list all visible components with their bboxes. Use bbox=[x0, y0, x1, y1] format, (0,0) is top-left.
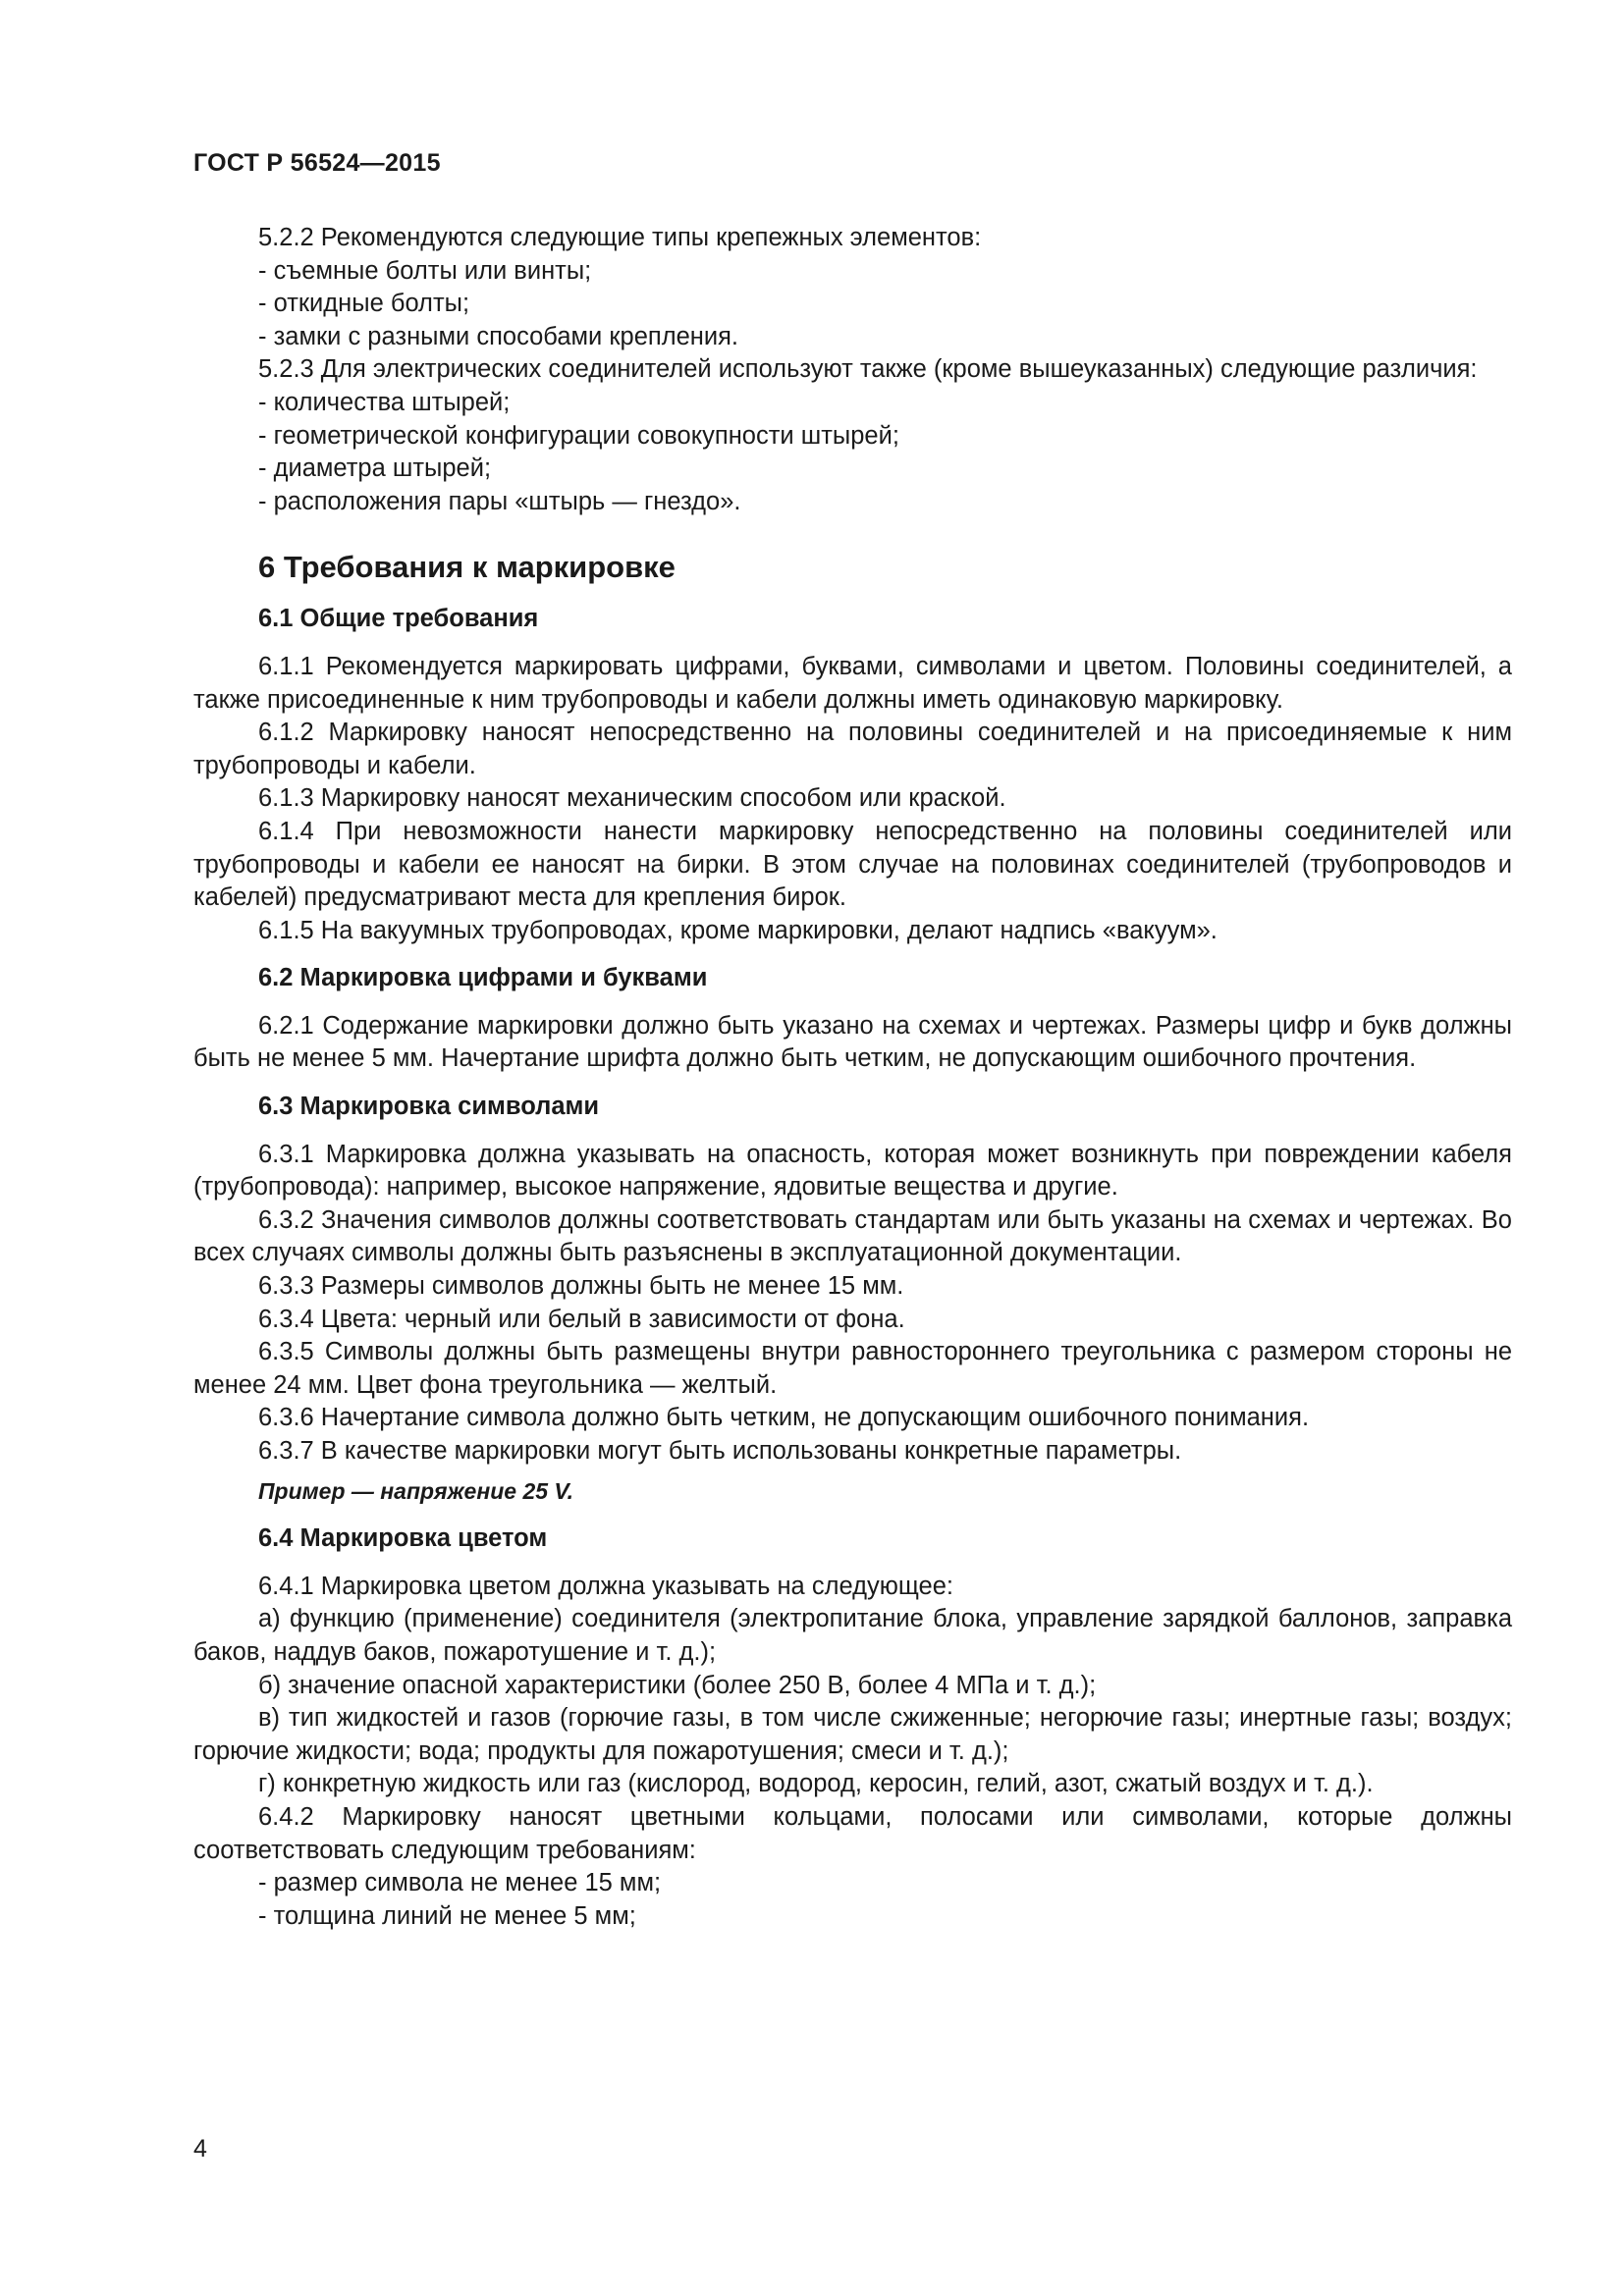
paragraph-6-1-5: 6.1.5 На вакуумных трубопроводах, кроме маркировки, делают надпись «вакуум». bbox=[258, 916, 1218, 944]
paragraph-6-4-2: 6.4.2 Маркировку наносят цветными кольцами, полосами или символами, которые должны соответствовать следующим требованиям: bbox=[193, 1802, 1512, 1864]
list-item: - откидные болты; bbox=[258, 290, 470, 318]
paragraph-6-3-4: 6.3.4 Цвета: черный или белый в зависимости от фона. bbox=[258, 1305, 905, 1333]
paragraph-6-3-2: 6.3.2 Значения символов должны соответствовать стандартам или быть указаны на схемах и чертежах. Во всех случаях символы должны быть разъяснены в эксплуатационной документации. bbox=[193, 1205, 1512, 1267]
paragraph-6-3-5: 6.3.5 Символы должны быть размещены внутри равностороннего треугольника с размером стороны не менее 24 мм. Цвет фона треугольника — желтый. bbox=[193, 1338, 1512, 1399]
example-note: Пример — напряжение 25 V. bbox=[258, 1477, 574, 1504]
paragraph-5-2-2: 5.2.2 Рекомендуются следующие типы крепежных элементов: bbox=[258, 224, 982, 251]
paragraph-6-4-1-b: б) значение опасной характеристики (более 250 В, более 4 МПа и т. д.); bbox=[258, 1671, 1097, 1699]
paragraph-6-3-3: 6.3.3 Размеры символов должны быть не менее 15 мм. bbox=[258, 1272, 904, 1301]
list-item: - размер символа не менее 15 мм; bbox=[258, 1869, 662, 1897]
paragraph-6-3-1: 6.3.1 Маркировка должна указывать на опасность, которая может возникнуть при повреждении кабеля (трубопровода): например, высокое напряжение, ядовитые вещества и другие. bbox=[193, 1140, 1512, 1201]
document-header: ГОСТ Р 56524—2015 bbox=[193, 149, 441, 177]
paragraph-6-3-7: 6.3.7 В качестве маркировки могут быть использованы конкретные параметры. bbox=[258, 1437, 1182, 1465]
list-item: - толщина линий не менее 5 мм; bbox=[258, 1901, 636, 1930]
paragraph-6-4-1-g: г) конкретную жидкость или газ (кислород, водород, керосин, гелий, азот, сжатый воздух и т. д.). bbox=[258, 1770, 1374, 1798]
paragraph-6-4-1: 6.4.1 Маркировка цветом должна указывать на следующее: bbox=[258, 1572, 953, 1600]
subsection-6-3-heading: 6.3 Маркировка символами bbox=[258, 1093, 600, 1121]
paragraph-6-2-1: 6.2.1 Содержание маркировки должно быть указано на схемах и чертежах. Размеры цифр и букв должны быть не менее 5 мм. Начертание шрифта должно быть четким, не допускающим ошибочного прочтения. bbox=[193, 1011, 1512, 1073]
paragraph-6-3-6: 6.3.6 Начертание символа должно быть четким, не допускающим ошибочного понимания. bbox=[258, 1404, 1310, 1432]
list-item: - съемные болты или винты; bbox=[258, 256, 592, 285]
list-item: - расположения пары «штырь — гнездо». bbox=[258, 487, 741, 515]
page-number: 4 bbox=[193, 2135, 207, 2163]
paragraph-5-2-3: 5.2.3 Для электрических соединителей используют также (кроме вышеуказанных) следующие различия: bbox=[258, 355, 1478, 384]
paragraph-6-4-1-v: в) тип жидкостей и газов (горючие газы, в том числе сжиженные; негорючие газы; инертные газы; воздух; горючие жидкости; вода; продукты для пожаротушения; смеси и т. д.); bbox=[193, 1704, 1512, 1765]
paragraph-6-1-4: 6.1.4 При невозможности нанести маркировку непосредственно на половины соединителей или трубопроводы и кабели ее наносят на бирки. В этом случае на половинах соединителей (трубопроводов и кабелей) предусматривают места для крепления бирок. bbox=[193, 817, 1512, 912]
list-item: - количества штырей; bbox=[258, 388, 511, 416]
subsection-6-4-heading: 6.4 Маркировка цветом bbox=[258, 1524, 548, 1553]
subsection-6-1-heading: 6.1 Общие требования bbox=[258, 605, 539, 633]
document-body bbox=[193, 222, 1512, 1933]
section-6-heading: 6 Требования к маркировке bbox=[258, 550, 676, 585]
paragraph-6-1-1: 6.1.1 Рекомендуется маркировать цифрами, буквами, символами и цветом. Половины соединителей, а также присоединенные к ним трубопроводы и кабели должны иметь одинаковую маркировку. bbox=[193, 652, 1512, 714]
paragraph-6-1-3: 6.1.3 Маркировку наносят механическим способом или краской. bbox=[258, 784, 1006, 813]
paragraph-6-1-2: 6.1.2 Маркировку наносят непосредственно на половины соединителей и на присоединяемые к ним трубопроводы и кабели. bbox=[193, 719, 1512, 779]
list-item: - замки с разными способами крепления. bbox=[258, 322, 738, 350]
subsection-6-2-heading: 6.2 Маркировка цифрами и буквами bbox=[258, 964, 708, 992]
list-item: - геометрической конфигурации совокупности штырей; bbox=[258, 421, 899, 450]
list-item: - диаметра штырей; bbox=[258, 454, 492, 483]
paragraph-6-4-1-a: а) функцию (применение) соединителя (электропитание блока, управление зарядкой баллонов, заправка баков, наддув баков, пожаротушение и т. д.); bbox=[193, 1605, 1512, 1666]
